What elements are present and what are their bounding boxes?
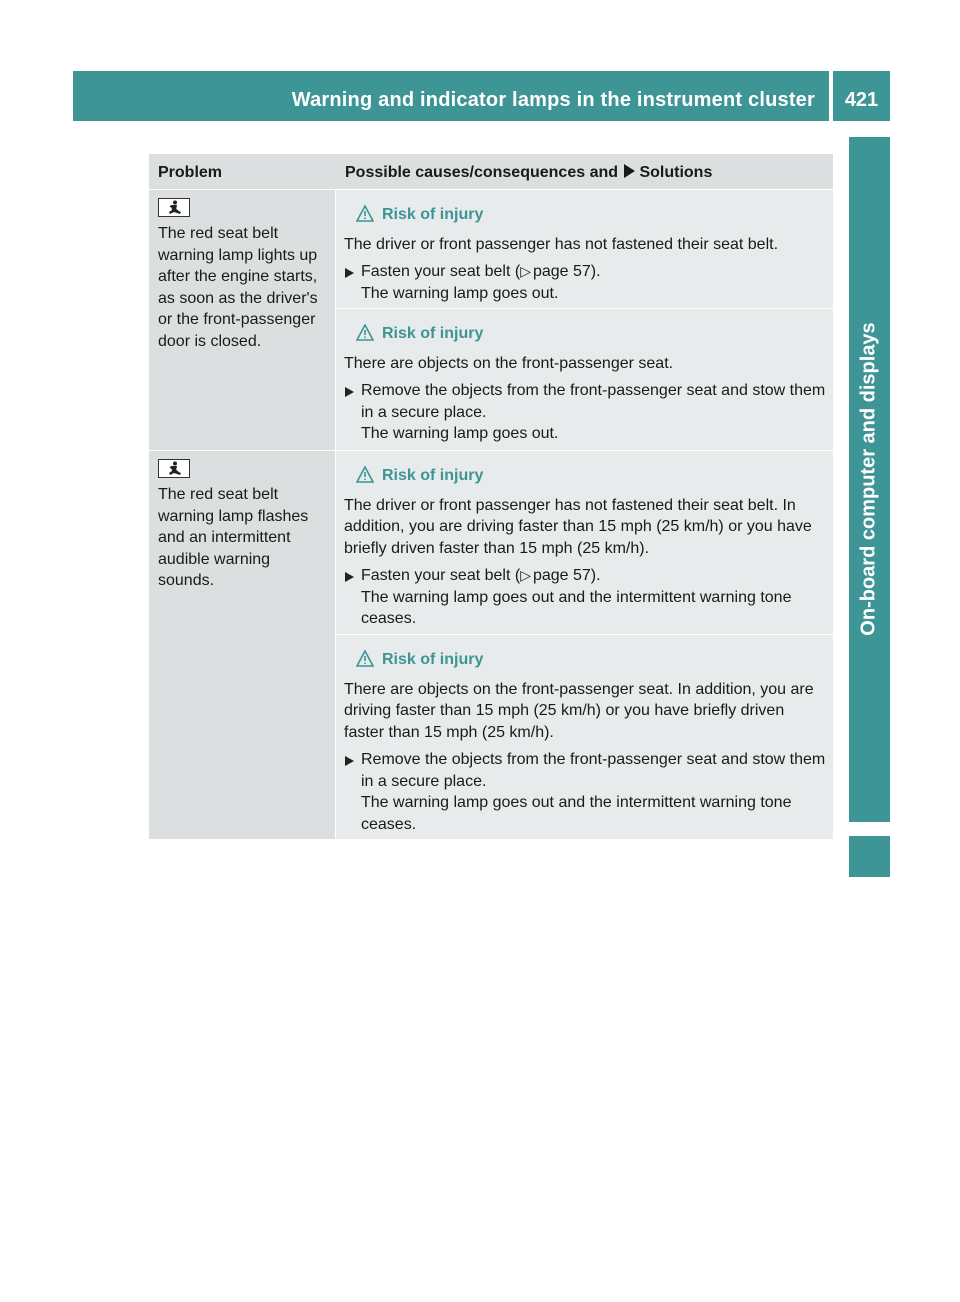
warning-triangle-icon bbox=[356, 650, 374, 667]
cause-text: The driver or front passenger has not fastened their seat belt. In addition, you are driving faster than 15 mph (25 km/h) or you have briefly driven faster than 15 mph (25 km/h). bbox=[344, 496, 812, 557]
risk-heading bbox=[356, 323, 826, 345]
page-reference[interactable]: page 57). bbox=[532, 263, 601, 280]
page-reference[interactable]: page 57). bbox=[532, 567, 601, 584]
column-header-solutions bbox=[345, 164, 712, 182]
solution-step bbox=[344, 261, 826, 304]
solution-cell-2b bbox=[336, 635, 833, 839]
risk-label: Risk of injury bbox=[382, 651, 484, 668]
cause-text: There are objects on the front-passenger seat. bbox=[344, 354, 674, 372]
problem-text: The red seat belt warning lamp lights up after the engine starts, as soon as the driver's or the front-passenger door is closed. bbox=[158, 225, 318, 350]
page-reference-icon: ▷ bbox=[520, 263, 531, 279]
step-result: The warning lamp goes out. bbox=[361, 425, 559, 442]
solution-cell-1a bbox=[336, 190, 833, 308]
step-result: The warning lamp goes out. bbox=[361, 284, 559, 302]
solution-step bbox=[344, 749, 826, 835]
step-text: Fasten your seat belt ( bbox=[361, 263, 521, 280]
risk-label: Risk of injury bbox=[382, 325, 484, 342]
step-marker-icon bbox=[344, 383, 355, 405]
warning-triangle-icon bbox=[356, 466, 374, 483]
header-bar bbox=[73, 71, 829, 121]
risk-heading bbox=[356, 204, 826, 226]
side-marker bbox=[849, 836, 890, 877]
page-title: Warning and indicator lamps in the instrument cluster bbox=[291, 89, 815, 111]
problem-text: The red seat belt warning lamp flashes and an intermittent audible warning sounds. bbox=[158, 486, 309, 589]
problem-cell-2 bbox=[149, 451, 335, 839]
problem-cell-1 bbox=[149, 190, 335, 450]
seat-belt-lamp-icon bbox=[158, 459, 190, 478]
side-tab bbox=[849, 137, 890, 822]
risk-heading bbox=[356, 649, 826, 671]
column-header-solutions-text: Possible causes/consequences and bbox=[345, 164, 619, 181]
page-number-box bbox=[833, 71, 890, 121]
side-tab-label: On-board computer and displays bbox=[857, 322, 880, 636]
risk-heading bbox=[356, 465, 826, 487]
column-header-solutions-label: Solutions bbox=[639, 164, 713, 181]
solution-step bbox=[344, 380, 826, 445]
step-text: Remove the objects from the front-passenger seat and stow them in a secure place. bbox=[361, 382, 826, 421]
arrow-right-icon bbox=[624, 164, 635, 178]
column-header-problem: Problem bbox=[158, 164, 223, 181]
step-marker-icon bbox=[344, 752, 355, 774]
solution-cell-2a bbox=[336, 451, 833, 634]
seat-belt-lamp-icon bbox=[158, 198, 190, 217]
step-text: Remove the objects from the front-passenger seat and stow them in a secure place. bbox=[361, 751, 826, 790]
risk-label: Risk of injury bbox=[382, 467, 484, 484]
solution-cell-1b bbox=[336, 309, 833, 450]
cause-text: The driver or front passenger has not fastened their seat belt. bbox=[344, 235, 779, 253]
page-number: 421 bbox=[844, 89, 879, 111]
cause-text: There are objects on the front-passenger seat. In addition, you are driving faster than 15 mph (25 km/h) or you have briefly driven faster than 15 mph (25 km/h). bbox=[344, 680, 814, 741]
solution-step bbox=[344, 565, 826, 630]
step-result: The warning lamp goes out and the intermittent warning tone ceases. bbox=[361, 794, 792, 833]
step-text: Fasten your seat belt ( bbox=[361, 567, 521, 584]
page-reference-icon: ▷ bbox=[520, 567, 531, 583]
step-marker-icon bbox=[344, 568, 355, 590]
warning-triangle-icon bbox=[356, 205, 374, 222]
step-marker-icon bbox=[344, 264, 355, 286]
step-result: The warning lamp goes out and the intermittent warning tone ceases. bbox=[361, 588, 792, 627]
warning-table bbox=[149, 154, 833, 839]
risk-label: Risk of injury bbox=[382, 206, 484, 223]
warning-triangle-icon bbox=[356, 324, 374, 341]
table-header bbox=[149, 154, 833, 189]
